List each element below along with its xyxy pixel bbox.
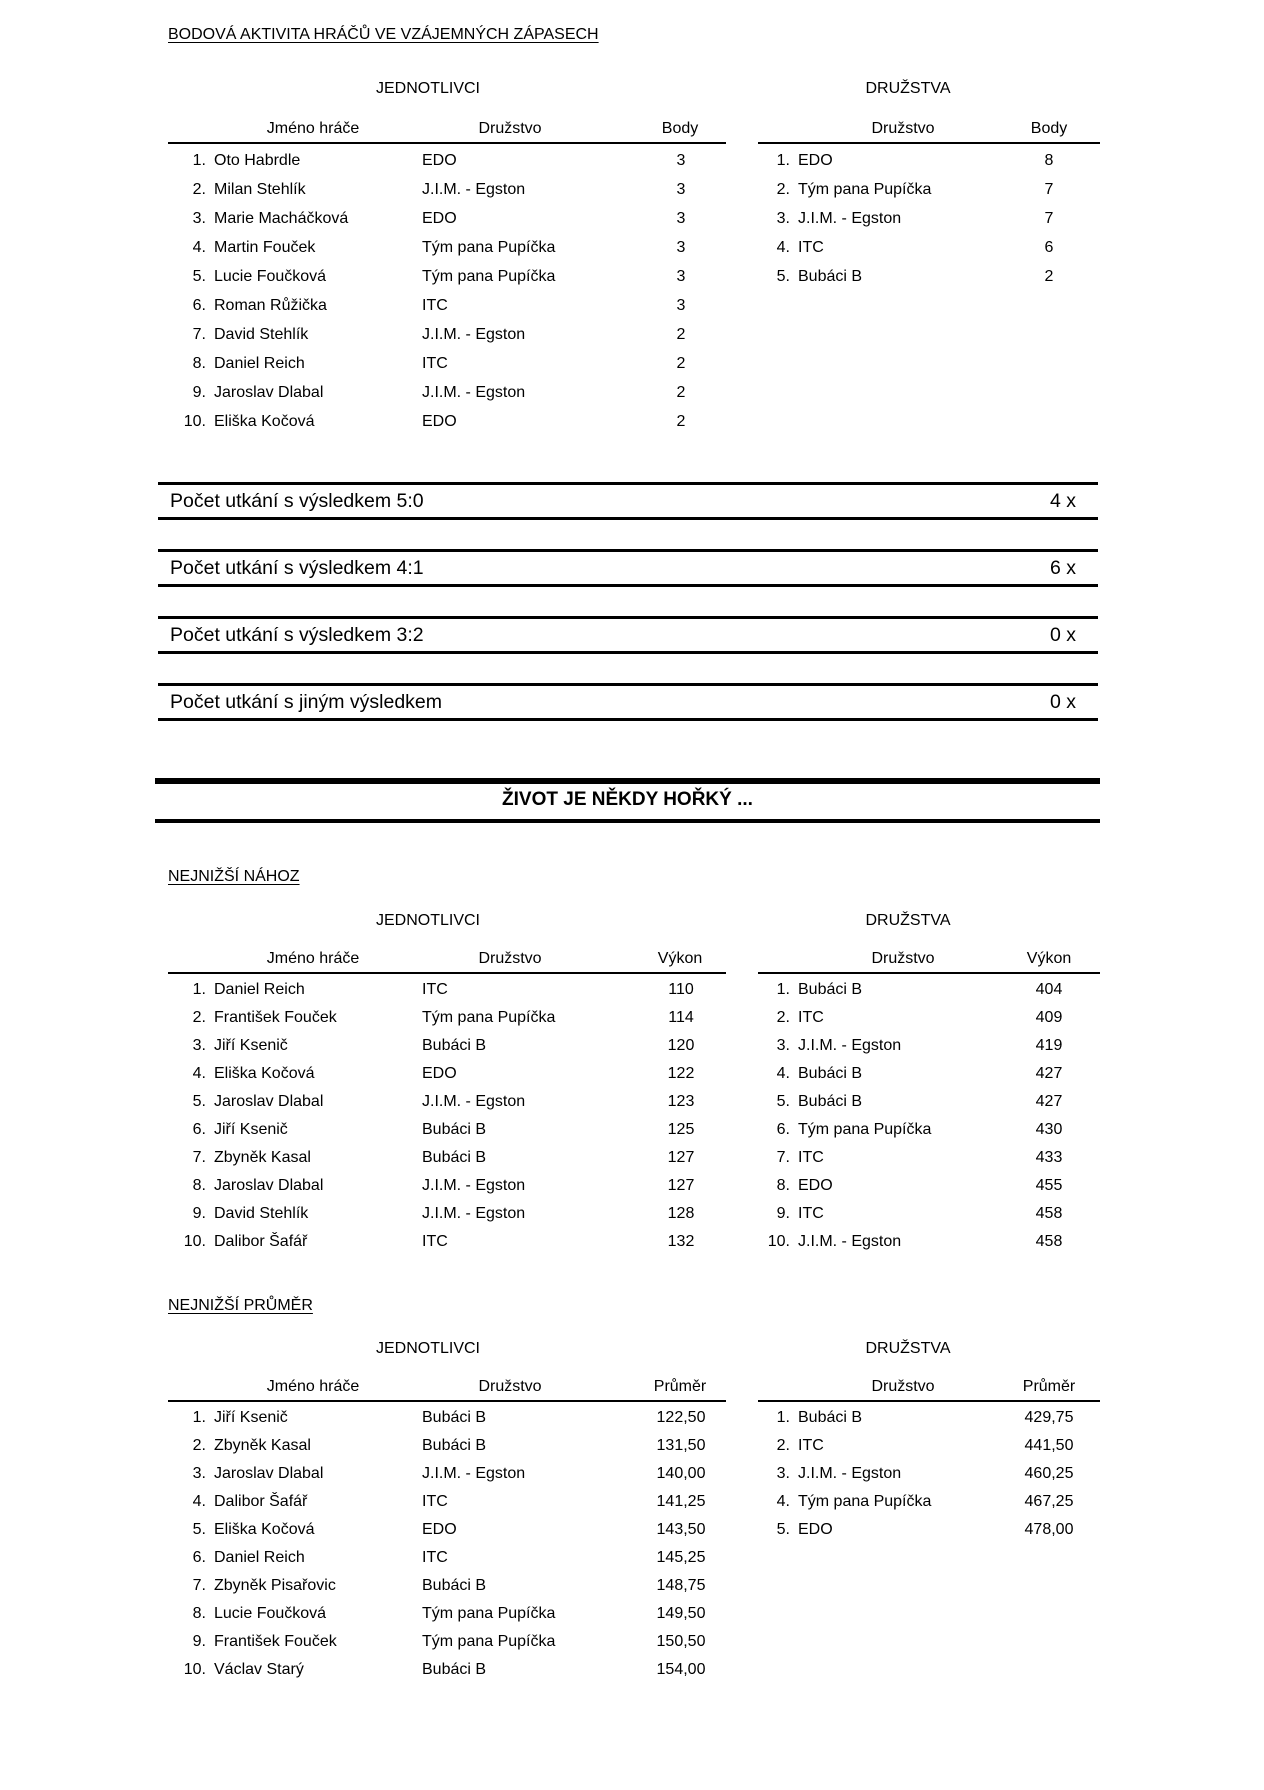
table-row	[168, 320, 728, 349]
column-header-team: Družstvo	[871, 1378, 935, 1395]
row-number: 1.	[192, 151, 206, 169]
team-name: J.I.M. - Egston	[422, 1465, 526, 1482]
team-name: J.I.M. - Egston	[422, 1205, 526, 1222]
row-value: 150,50	[656, 1633, 706, 1650]
table-row	[168, 1200, 728, 1228]
table-row	[758, 233, 1100, 262]
row-value: 127	[667, 1177, 695, 1194]
team-name: Bubáci B	[422, 1661, 487, 1678]
row-value: 128	[667, 1205, 695, 1222]
team-name: Bubáci B	[422, 1437, 487, 1454]
table-row	[758, 976, 1100, 1004]
table-row	[168, 1060, 728, 1088]
row-value: 143,50	[656, 1521, 706, 1538]
team-name: J.I.M. - Egston	[422, 180, 526, 198]
row-value: 429,75	[1024, 1409, 1074, 1426]
team-name: ITC	[798, 1205, 824, 1222]
row-value: 127	[667, 1149, 695, 1166]
table-row	[758, 1060, 1100, 1088]
team-name: Bubáci B	[422, 1577, 487, 1594]
team-name: ITC	[422, 354, 448, 372]
individuals-heading: JEDNOTLIVCI	[375, 80, 480, 97]
teams-heading: DRUŽSTVA	[865, 1340, 951, 1357]
row-number: 1.	[776, 1409, 790, 1426]
player-name: Eliška Kočová	[214, 412, 315, 430]
row-number: 2.	[192, 1437, 206, 1454]
table-row	[168, 204, 728, 233]
player-name: Daniel Reich	[214, 1549, 305, 1566]
row-value: 148,75	[656, 1577, 706, 1594]
player-name: Dalibor Šafář	[214, 1233, 308, 1250]
team-name: J.I.M. - Egston	[798, 1233, 902, 1250]
player-name: Jaroslav Dlabal	[214, 1465, 324, 1482]
team-name: J.I.M. - Egston	[422, 383, 526, 401]
row-value: 114	[668, 1009, 694, 1026]
row-value: 7	[1044, 180, 1054, 198]
team-name: EDO	[422, 209, 457, 227]
summary-value: 0 x	[1049, 690, 1076, 713]
table-header-rule	[758, 972, 1100, 974]
row-number: 5.	[776, 1093, 790, 1110]
table-row	[168, 1600, 728, 1628]
team-name: Bubáci B	[798, 1093, 863, 1110]
team-name: EDO	[422, 412, 457, 430]
row-number: 4.	[776, 238, 790, 256]
summary-label: Počet utkání s výsledkem 5:0	[170, 489, 424, 512]
table-row	[758, 262, 1100, 291]
team-name: Bubáci B	[422, 1149, 487, 1166]
team-name: EDO	[798, 1521, 833, 1538]
table-row	[758, 146, 1100, 175]
team-name: EDO	[798, 151, 833, 169]
table-header-rule	[168, 972, 726, 974]
table-row	[168, 1004, 728, 1032]
column-header-value: Průměr	[1022, 1378, 1076, 1395]
individuals-heading: JEDNOTLIVCI	[375, 912, 480, 929]
table-header-rule	[758, 1400, 1100, 1402]
player-name: Jiří Ksenič	[214, 1121, 288, 1138]
table-row	[758, 1432, 1100, 1460]
row-number: 4.	[192, 238, 206, 256]
column-header-team: Družstvo	[871, 120, 935, 137]
row-value: 409	[1035, 1009, 1063, 1026]
table-row	[758, 1004, 1100, 1032]
table-header-rule	[168, 142, 726, 144]
row-number: 6.	[192, 1121, 206, 1138]
player-name: František Fouček	[214, 1633, 337, 1650]
row-value: 419	[1035, 1037, 1063, 1054]
row-number: 10.	[183, 1661, 206, 1678]
section-heading-prumer: NEJNIŽŠÍ PRŮMĚR	[168, 1297, 313, 1314]
row-value: 3	[676, 151, 686, 169]
column-header-value: Výkon	[657, 950, 703, 967]
player-name: Jiří Ksenič	[214, 1409, 288, 1426]
row-value: 7	[1044, 209, 1054, 227]
row-number: 5.	[776, 1521, 790, 1538]
row-value: 3	[676, 238, 686, 256]
row-value: 3	[676, 267, 686, 285]
table-header-rule	[758, 142, 1100, 144]
row-number: 2.	[776, 1009, 790, 1026]
column-header-value: Výkon	[1026, 950, 1072, 967]
table-row	[758, 1088, 1100, 1116]
table-row	[758, 1404, 1100, 1432]
row-value: 433	[1035, 1149, 1063, 1166]
row-number: 4.	[776, 1065, 790, 1082]
column-header-player: Jméno hráče	[266, 1378, 360, 1395]
row-number: 8.	[192, 1177, 206, 1194]
summary-box	[158, 482, 1098, 520]
row-number: 1.	[192, 981, 206, 998]
row-value: 120	[667, 1037, 695, 1054]
summary-box	[158, 683, 1098, 721]
table-row	[168, 291, 728, 320]
row-value: 154,00	[656, 1661, 706, 1678]
team-name: ITC	[798, 1149, 824, 1166]
player-name: Oto Habrdle	[214, 151, 301, 169]
table-row	[758, 1228, 1100, 1256]
team-name: Bubáci B	[798, 981, 863, 998]
row-number: 6.	[192, 1549, 206, 1566]
section-heading-nahoz: NEJNIŽŠÍ NÁHOZ	[168, 868, 300, 885]
row-number: 5.	[192, 267, 206, 285]
table-row	[168, 262, 728, 291]
summary-value: 0 x	[1049, 623, 1076, 646]
player-name: Jaroslav Dlabal	[214, 1093, 324, 1110]
team-name: EDO	[422, 1065, 457, 1082]
team-name: EDO	[422, 1521, 457, 1538]
row-value: 458	[1035, 1233, 1063, 1250]
row-number: 3.	[776, 1465, 790, 1482]
table-row	[758, 1144, 1100, 1172]
player-name: Zbyněk Kasal	[214, 1149, 311, 1166]
teams-table	[758, 976, 1100, 1256]
player-name: František Fouček	[214, 1009, 337, 1026]
row-number: 9.	[192, 1205, 206, 1222]
banner-top-bar	[155, 778, 1100, 784]
player-name: Daniel Reich	[214, 354, 305, 372]
row-number: 9.	[776, 1205, 790, 1222]
row-number: 8.	[192, 354, 206, 372]
team-name: Bubáci B	[798, 1065, 863, 1082]
team-name: Tým pana Pupíčka	[798, 180, 932, 198]
player-name: Daniel Reich	[214, 981, 305, 998]
row-value: 467,25	[1024, 1493, 1074, 1510]
row-value: 141,25	[656, 1493, 706, 1510]
individuals-table	[168, 146, 728, 436]
column-header-value: Průměr	[653, 1378, 707, 1395]
team-name: ITC	[798, 1009, 824, 1026]
table-header-rule	[168, 1400, 726, 1402]
player-name: Eliška Kočová	[214, 1521, 315, 1538]
row-value: 427	[1035, 1065, 1063, 1082]
summary-label: Počet utkání s jiným výsledkem	[170, 690, 443, 713]
team-name: J.I.M. - Egston	[422, 325, 526, 343]
row-value: 132	[667, 1233, 695, 1250]
table-row	[168, 1032, 728, 1060]
team-name: ITC	[422, 296, 448, 314]
row-number: 1.	[192, 1409, 206, 1426]
player-name: David Stehlík	[214, 1205, 309, 1222]
team-name: Bubáci B	[798, 267, 863, 285]
row-number: 3.	[192, 1037, 206, 1054]
row-number: 7.	[192, 1149, 206, 1166]
team-name: ITC	[422, 981, 448, 998]
table-row	[168, 1516, 728, 1544]
row-value: 2	[676, 354, 686, 372]
table-row	[168, 976, 728, 1004]
summary-value: 6 x	[1049, 556, 1076, 579]
team-name: ITC	[798, 1437, 824, 1454]
row-value: 430	[1035, 1121, 1063, 1138]
row-value: 140,00	[656, 1465, 706, 1482]
table-row	[168, 1144, 728, 1172]
row-number: 2.	[192, 180, 206, 198]
column-header-team: Družstvo	[478, 120, 542, 137]
row-number: 7.	[192, 1577, 206, 1594]
player-name: Marie Macháčková	[214, 209, 349, 227]
row-value: 122	[667, 1065, 695, 1082]
row-value: 2	[676, 412, 686, 430]
row-value: 458	[1035, 1205, 1063, 1222]
row-number: 3.	[192, 1465, 206, 1482]
table-row	[168, 146, 728, 175]
column-header-value: Body	[1030, 120, 1068, 137]
row-value: 441,50	[1024, 1437, 1074, 1454]
row-value: 123	[667, 1093, 695, 1110]
table-row	[168, 1172, 728, 1200]
row-value: 8	[1044, 151, 1054, 169]
row-number: 10.	[183, 1233, 206, 1250]
row-number: 3.	[192, 209, 206, 227]
row-number: 5.	[192, 1093, 206, 1110]
row-number: 7.	[776, 1149, 790, 1166]
team-name: ITC	[422, 1233, 448, 1250]
table-row	[758, 1516, 1100, 1544]
table-row	[758, 1172, 1100, 1200]
team-name: Tým pana Pupíčka	[422, 1605, 556, 1622]
summary-label: Počet utkání s výsledkem 3:2	[170, 623, 424, 646]
column-header-value: Body	[661, 120, 699, 137]
row-value: 460,25	[1024, 1465, 1074, 1482]
team-name: J.I.M. - Egston	[798, 1465, 902, 1482]
team-name: ITC	[422, 1493, 448, 1510]
player-name: Martin Fouček	[214, 238, 316, 256]
team-name: EDO	[798, 1177, 833, 1194]
player-name: Jaroslav Dlabal	[214, 1177, 324, 1194]
column-header-team: Družstvo	[478, 950, 542, 967]
row-value: 145,25	[656, 1549, 706, 1566]
row-number: 6.	[776, 1121, 790, 1138]
row-number: 1.	[776, 981, 790, 998]
summary-box	[158, 549, 1098, 587]
table-row	[758, 204, 1100, 233]
table-row	[168, 349, 728, 378]
table-row	[168, 1628, 728, 1656]
row-number: 2.	[776, 180, 790, 198]
player-name: Eliška Kočová	[214, 1065, 315, 1082]
row-value: 427	[1035, 1093, 1063, 1110]
summary-box	[158, 616, 1098, 654]
team-name: Tým pana Pupíčka	[798, 1121, 932, 1138]
individuals-heading: JEDNOTLIVCI	[375, 1340, 480, 1357]
individuals-table	[168, 976, 728, 1256]
row-number: 8.	[192, 1605, 206, 1622]
table-row	[758, 1200, 1100, 1228]
row-number: 4.	[192, 1065, 206, 1082]
teams-heading: DRUŽSTVA	[865, 912, 951, 929]
row-number: 4.	[192, 1493, 206, 1510]
row-value: 3	[676, 180, 686, 198]
summary-label: Počet utkání s výsledkem 4:1	[170, 556, 424, 579]
team-name: ITC	[422, 1549, 448, 1566]
team-name: Bubáci B	[422, 1409, 487, 1426]
table-row	[168, 1488, 728, 1516]
table-row	[758, 1488, 1100, 1516]
row-value: 3	[676, 209, 686, 227]
row-number: 4.	[776, 1493, 790, 1510]
row-number: 5.	[776, 267, 790, 285]
table-row	[168, 175, 728, 204]
banner-title: ŽIVOT JE NĚKDY HOŘKÝ ...	[502, 789, 753, 810]
row-value: 122,50	[656, 1409, 706, 1426]
page-title: BODOVÁ AKTIVITA HRÁČŮ VE VZÁJEMNÝCH ZÁPASECH	[168, 26, 599, 43]
column-header-player: Jméno hráče	[266, 120, 360, 137]
row-number: 2.	[192, 1009, 206, 1026]
row-number: 6.	[192, 296, 206, 314]
row-value: 455	[1035, 1177, 1063, 1194]
player-name: Václav Starý	[214, 1661, 304, 1678]
player-name: Zbyněk Pisařovic	[214, 1577, 336, 1594]
table-row	[168, 1404, 728, 1432]
team-name: Tým pana Pupíčka	[422, 1633, 556, 1650]
team-name: J.I.M. - Egston	[422, 1093, 526, 1110]
row-number: 8.	[776, 1177, 790, 1194]
teams-table	[758, 146, 1100, 291]
table-row	[168, 1460, 728, 1488]
table-row	[168, 1544, 728, 1572]
player-name: Roman Růžička	[214, 296, 327, 314]
player-name: Milan Stehlík	[214, 180, 306, 198]
table-row	[168, 1656, 728, 1684]
row-number: 3.	[776, 1037, 790, 1054]
team-name: Bubáci B	[422, 1121, 487, 1138]
row-number: 3.	[776, 209, 790, 227]
row-number: 10.	[767, 1233, 790, 1250]
table-row	[168, 1572, 728, 1600]
table-row	[758, 175, 1100, 204]
team-name: Bubáci B	[422, 1037, 487, 1054]
column-header-player: Jméno hráče	[266, 950, 360, 967]
player-name: Dalibor Šafář	[214, 1493, 308, 1510]
team-name: J.I.M. - Egston	[798, 1037, 902, 1054]
team-name: Tým pana Pupíčka	[422, 1009, 556, 1026]
row-value: 6	[1044, 238, 1054, 256]
row-value: 3	[676, 296, 686, 314]
team-name: Tým pana Pupíčka	[422, 238, 556, 256]
team-name: Tým pana Pupíčka	[422, 267, 556, 285]
row-value: 2	[1044, 267, 1054, 285]
row-number: 2.	[776, 1437, 790, 1454]
row-value: 110	[668, 981, 694, 998]
row-number: 10.	[183, 412, 206, 430]
row-value: 2	[676, 383, 686, 401]
player-name: Lucie Foučková	[214, 267, 327, 285]
teams-heading: DRUŽSTVA	[865, 80, 951, 97]
table-row	[758, 1116, 1100, 1144]
table-row	[168, 407, 728, 436]
row-number: 9.	[192, 1633, 206, 1650]
row-number: 1.	[776, 151, 790, 169]
team-name: Tým pana Pupíčka	[798, 1493, 932, 1510]
row-value: 2	[676, 325, 686, 343]
player-name: Jaroslav Dlabal	[214, 383, 324, 401]
row-number: 5.	[192, 1521, 206, 1538]
table-row	[168, 1432, 728, 1460]
table-row	[758, 1460, 1100, 1488]
banner-bottom-bar	[155, 819, 1100, 823]
row-value: 131,50	[656, 1437, 706, 1454]
player-name: Jiří Ksenič	[214, 1037, 288, 1054]
table-row	[758, 1032, 1100, 1060]
table-row	[168, 233, 728, 262]
team-name: ITC	[798, 238, 824, 256]
team-name: J.I.M. - Egston	[422, 1177, 526, 1194]
player-name: Lucie Foučková	[214, 1605, 327, 1622]
player-name: David Stehlík	[214, 325, 309, 343]
table-row	[168, 1228, 728, 1256]
team-name: J.I.M. - Egston	[798, 209, 902, 227]
individuals-table	[168, 1404, 728, 1684]
row-value: 404	[1035, 981, 1063, 998]
table-row	[168, 1088, 728, 1116]
team-name: Bubáci B	[798, 1409, 863, 1426]
table-row	[168, 378, 728, 407]
row-value: 125	[667, 1121, 695, 1138]
teams-table	[758, 1404, 1100, 1544]
row-number: 7.	[192, 325, 206, 343]
column-header-team: Družstvo	[478, 1378, 542, 1395]
summary-boxes	[158, 482, 1098, 750]
summary-value: 4 x	[1049, 489, 1076, 512]
team-name: EDO	[422, 151, 457, 169]
player-name: Zbyněk Kasal	[214, 1437, 311, 1454]
row-value: 149,50	[656, 1605, 706, 1622]
row-number: 9.	[192, 383, 206, 401]
row-value: 478,00	[1024, 1521, 1074, 1538]
column-header-team: Družstvo	[871, 950, 935, 967]
table-row	[168, 1116, 728, 1144]
